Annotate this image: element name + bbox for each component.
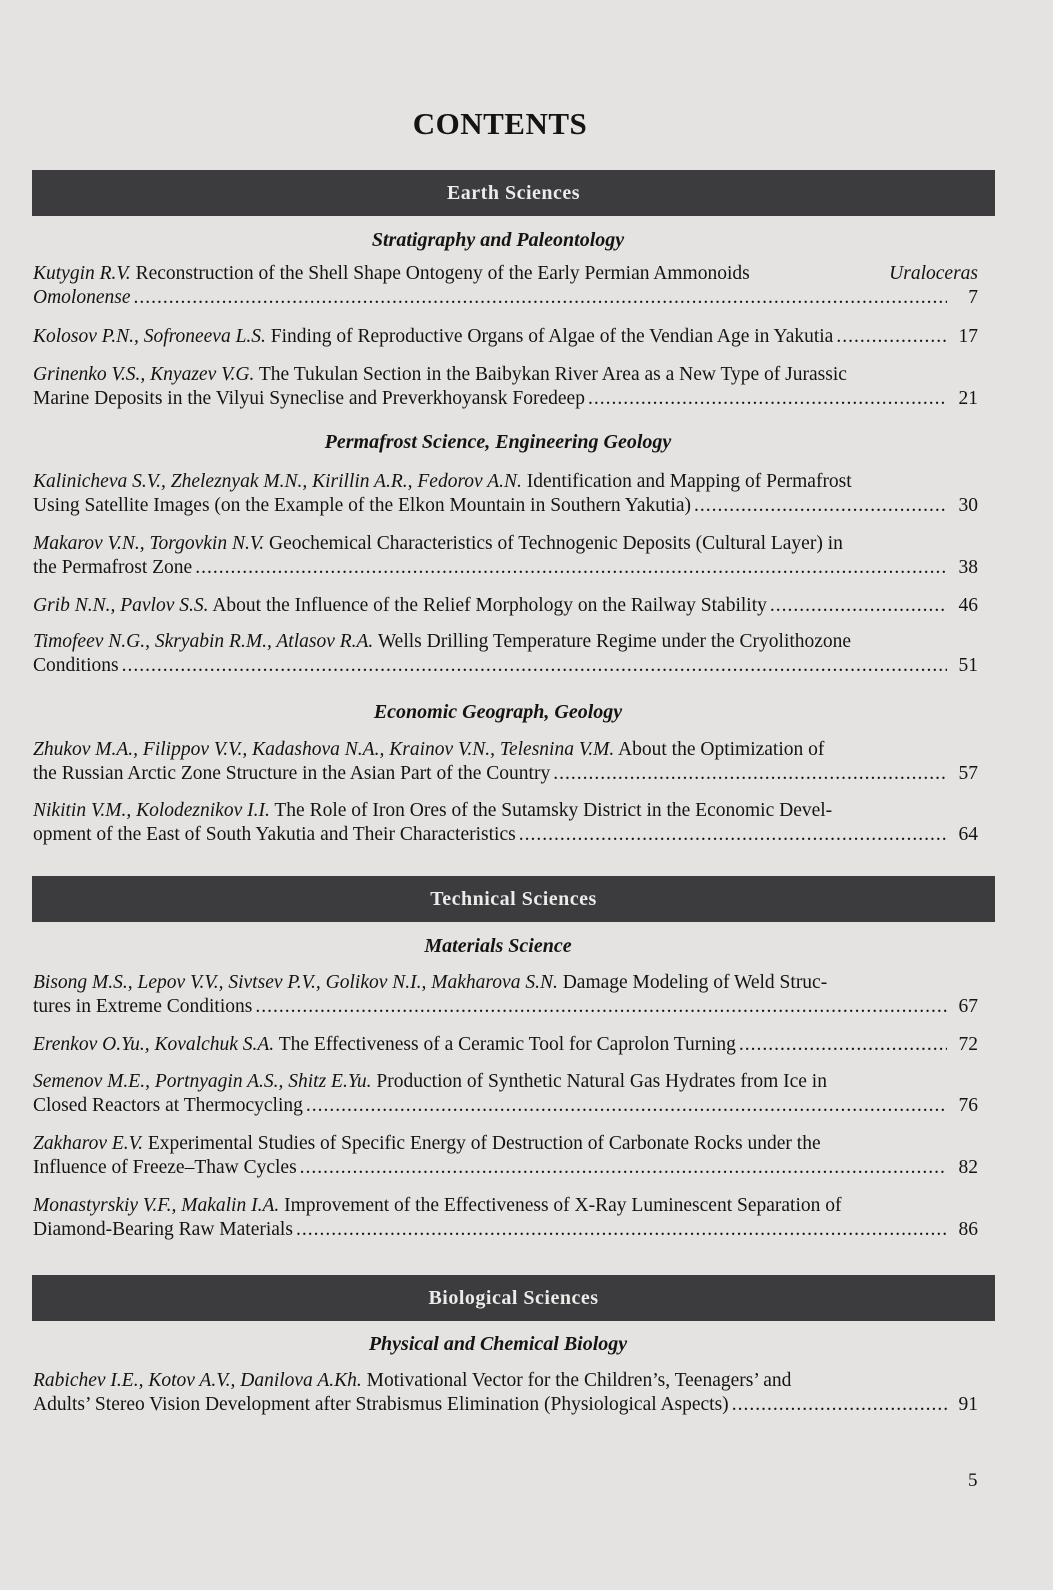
entry-authors: Kalinicheva S.V., Zheleznyak M.N., Kirillin A.R., Fedorov A.N.: [33, 471, 522, 492]
entry-authors: Zakharov E.V.: [33, 1133, 143, 1154]
dot-leader: [553, 762, 947, 786]
dot-leader: [732, 1393, 947, 1417]
dot-leader: [296, 1218, 947, 1242]
toc-entry-erenkov[interactable]: [33, 1033, 978, 1057]
toc-entry-rabichev[interactable]: [33, 1369, 978, 1417]
entry-title: Adults’ Stereo Vision Development after Strabismus Elimination (Physiological Aspects): [33, 1394, 729, 1415]
entry-page-number: 46: [958, 595, 978, 616]
toc-entry-kolosov[interactable]: [33, 325, 978, 349]
dot-leader: [195, 556, 947, 580]
entry-authors: Kutygin R.V.: [33, 263, 131, 284]
dot-leader: [694, 494, 947, 518]
entry-authors: Makarov V.N., Torgovkin N.V.: [33, 533, 265, 554]
entry-authors: Semenov M.E., Portnyagin A.S., Shitz E.Yu.: [33, 1071, 372, 1092]
entry-authors: Nikitin V.M., Kolodeznikov I.I.: [33, 800, 270, 821]
dot-leader: [739, 1033, 947, 1057]
entry-title: the Permafrost Zone: [33, 557, 193, 578]
entry-page-number: 72: [958, 1034, 978, 1055]
entry-title: Identification and Mapping of Permafrost: [526, 471, 852, 492]
entry-authors: Grinenko V.S., Knyazev V.G.: [33, 364, 255, 385]
toc-entry-zakharov[interactable]: [33, 1132, 978, 1180]
toc-entry-grib[interactable]: [33, 594, 978, 618]
entry-title: Influence of Freeze–Thaw Cycles: [33, 1157, 297, 1178]
entry-page-number: 38: [958, 557, 978, 578]
toc-entry-semenov[interactable]: [33, 1070, 978, 1118]
entry-page-number: 30: [958, 495, 978, 516]
entry-page-number: 82: [958, 1157, 978, 1178]
entry-page-number: 7: [968, 287, 978, 308]
entry-title: Geochemical Characteristics of Technogenic Deposits (Cultural Layer) in: [269, 533, 843, 554]
entry-page-number: 17: [958, 326, 978, 347]
entry-title: Finding of Reproductive Organs of Algae of the Vendian Age in Yakutia: [270, 326, 834, 347]
entry-authors: Zhukov M.A., Filippov V.V., Kadashova N.A., Krainov V.N., Telesnina V.M.: [33, 739, 615, 760]
entry-title-italic: Uraloceras: [889, 263, 978, 284]
entry-title: Conditions: [33, 655, 119, 676]
dot-leader: [122, 654, 947, 678]
dot-leader: [588, 387, 947, 411]
entry-title: About the Optimization of: [618, 739, 825, 760]
entry-title: About the Influence of the Relief Morphology on the Railway Stability: [212, 595, 767, 616]
toc-entry-grinenko[interactable]: [33, 363, 978, 411]
entry-authors: Timofeev N.G., Skryabin R.M., Atlasov R.A.: [33, 631, 374, 652]
entry-authors: Rabichev I.E., Kotov A.V., Danilova A.Kh.: [33, 1370, 362, 1391]
toc-entry-nikitin[interactable]: [33, 799, 978, 847]
dot-leader: [255, 995, 947, 1019]
entry-title: Wells Drilling Temperature Regime under the Cryolithozone: [377, 631, 852, 652]
dot-leader: [836, 325, 947, 349]
entry-page-number: 91: [958, 1394, 978, 1415]
toc-entry-timofeev[interactable]: [33, 630, 978, 678]
entry-title: The Effectiveness of a Ceramic Tool for Caprolon Turning: [278, 1034, 736, 1055]
entry-page-number: 76: [958, 1095, 978, 1116]
entry-page-number: 21: [958, 388, 978, 409]
entry-title: The Tukulan Section in the Baibykan River Area as a New Type of Jurassic: [258, 364, 847, 385]
entry-page-number: 51: [958, 655, 978, 676]
entry-title-italic: Omolonense: [33, 287, 131, 308]
entry-title: Closed Reactors at Thermocycling: [33, 1095, 303, 1116]
entry-authors: Grib N.N., Pavlov S.S.: [33, 595, 209, 616]
entry-title: Improvement of the Effectiveness of X-Ray Luminescent Separation of: [284, 1195, 842, 1216]
section-banner-biological-sciences: Biological Sciences: [32, 1275, 995, 1321]
subsection-heading-permafrost: Permafrost Science, Engineering Geology: [324, 431, 672, 453]
section-banner-earth-sciences: Earth Sciences: [32, 170, 995, 216]
dot-leader: [306, 1094, 947, 1118]
toc-entry-makarov[interactable]: [33, 532, 978, 580]
dot-leader: [133, 286, 947, 310]
section-banner-technical-sciences: Technical Sciences: [32, 876, 995, 922]
entry-title: Damage Modeling of Weld Struc-: [562, 972, 828, 993]
toc-entry-bisong[interactable]: [33, 971, 978, 1019]
page-title: CONTENTS: [412, 106, 588, 141]
subsection-heading-stratigraphy: Stratigraphy and Paleontology: [371, 229, 625, 251]
entry-title: Marine Deposits in the Vilyui Syneclise and Preverkhoyansk Foredeep: [33, 388, 585, 409]
entry-title: Motivational Vector for the Children’s, Teenagers’ and: [366, 1370, 792, 1391]
entry-title: Using Satellite Images (on the Example of the Elkon Mountain in Southern Yakutia): [33, 495, 692, 516]
entry-page-number: 57: [958, 763, 978, 784]
dot-leader: [770, 594, 947, 618]
entry-page-number: 64: [958, 824, 978, 845]
entry-title: Diamond-Bearing Raw Materials: [33, 1219, 293, 1240]
entry-title: tures in Extreme Conditions: [33, 996, 253, 1017]
entry-page-number: 86: [958, 1219, 978, 1240]
entry-title: Reconstruction of the Shell Shape Ontogeny of the Early Permian Ammonoids: [135, 263, 750, 284]
toc-entry-kutygin[interactable]: [33, 262, 978, 310]
toc-entry-monastyrskiy[interactable]: [33, 1194, 978, 1242]
toc-entry-kalinicheva[interactable]: [33, 470, 978, 518]
entry-title: Production of Synthetic Natural Gas Hydrates from Ice in: [376, 1071, 827, 1092]
subsection-heading-economic: Economic Geograph, Geology: [373, 701, 623, 723]
entry-title: The Role of Iron Ores of the Sutamsky District in the Economic Devel-: [274, 800, 833, 821]
entry-page-number: 67: [958, 996, 978, 1017]
entry-authors: Erenkov O.Yu., Kovalchuk S.A.: [33, 1034, 275, 1055]
entry-title: the Russian Arctic Zone Structure in the Asian Part of the Country: [33, 763, 551, 784]
subsection-heading-materials: Materials Science: [424, 935, 572, 957]
entry-authors: Monastyrskiy V.F., Makalin I.A.: [33, 1195, 280, 1216]
toc-entry-zhukov[interactable]: [33, 738, 978, 786]
dot-leader: [519, 823, 947, 847]
entry-title: opment of the East of South Yakutia and Their Characteristics: [33, 824, 516, 845]
entry-authors: Kolosov P.N., Sofroneeva L.S.: [33, 326, 266, 347]
entry-title: Experimental Studies of Specific Energy of Destruction of Carbonate Rocks under the: [147, 1133, 821, 1154]
entry-authors: Bisong M.S., Lepov V.V., Sivtsev P.V., Golikov N.I., Makharova S.N.: [33, 972, 558, 993]
page-number: 5: [968, 1470, 978, 1491]
dot-leader: [300, 1156, 947, 1180]
subsection-heading-physchem: Physical and Chemical Biology: [368, 1333, 628, 1355]
